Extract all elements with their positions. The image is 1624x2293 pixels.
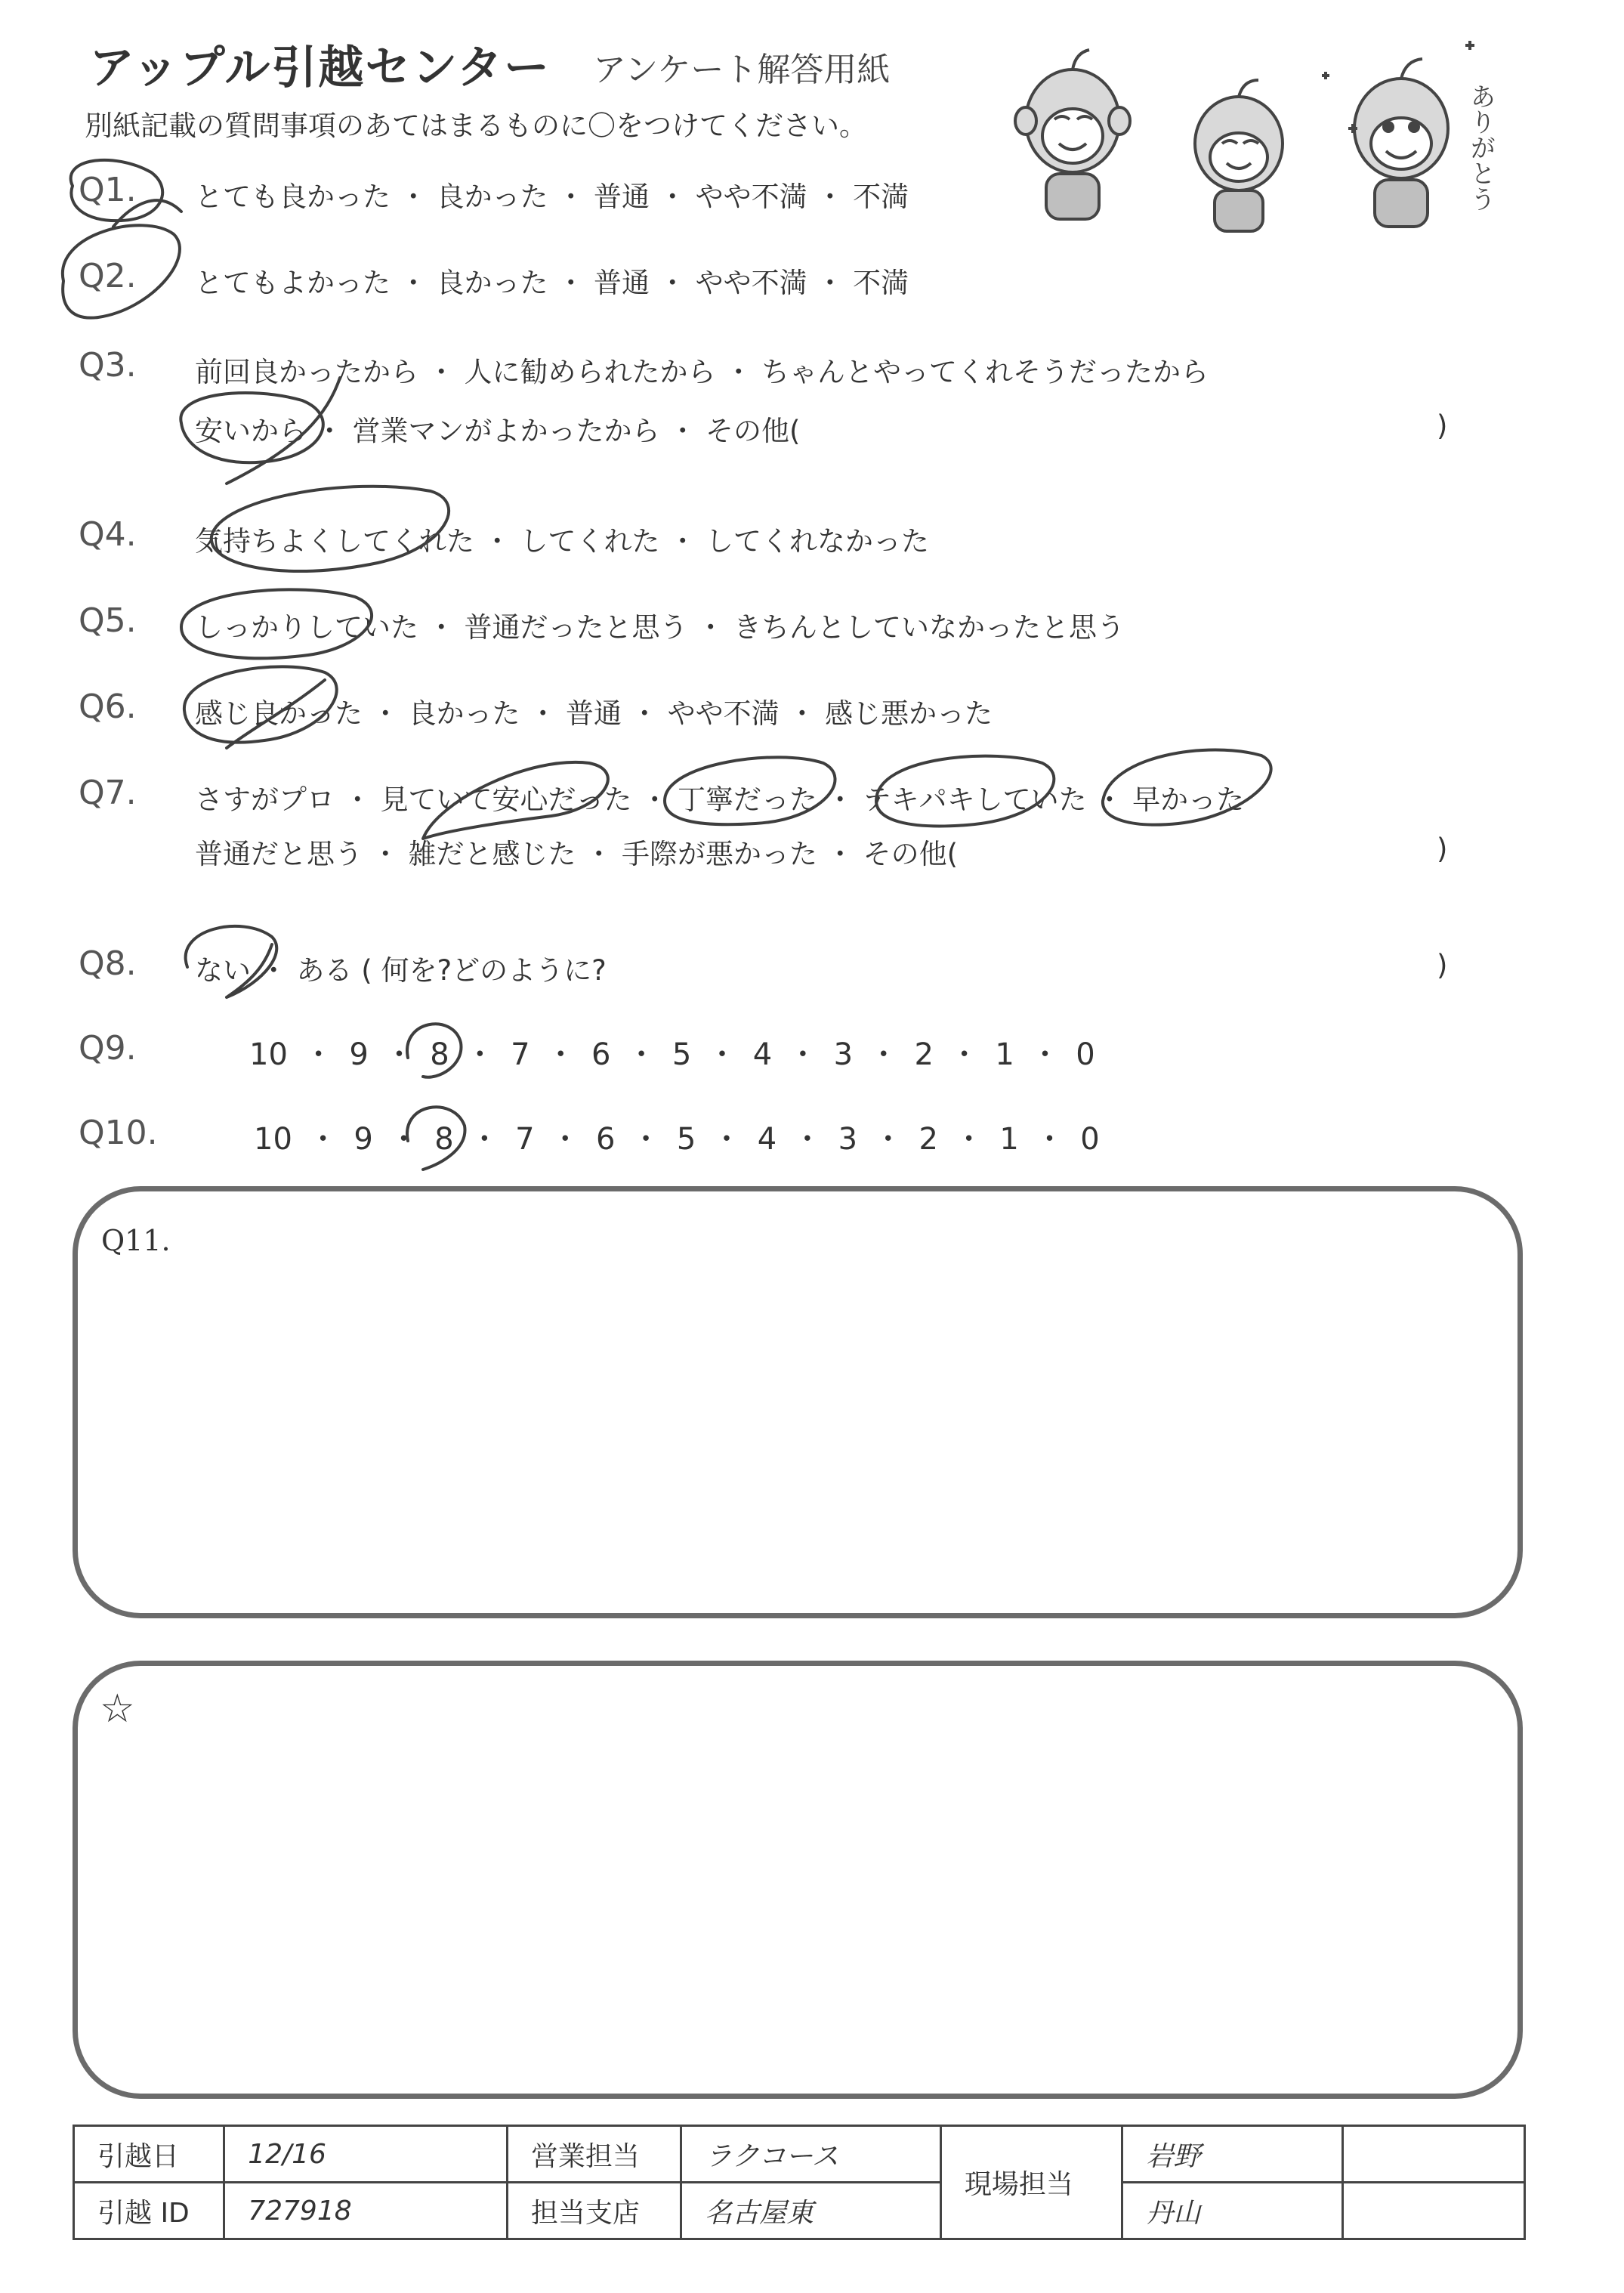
q8-close-paren: ) [1437, 949, 1448, 981]
branch-value[interactable]: 名古屋東 [681, 2183, 941, 2239]
moving-date-label: 引越日 [74, 2126, 224, 2183]
site-staff-value-2[interactable]: 丹山 [1122, 2183, 1343, 2239]
q3-close-paren: ) [1437, 409, 1448, 442]
q1-options[interactable]: とても良かった ・ 良かった ・ 普通 ・ やや不満 ・ 不満 [195, 181, 909, 213]
q8-answer-circle [186, 926, 277, 997]
q7-answer-circle-4 [1103, 750, 1271, 825]
q7-options-line2[interactable]: 普通だと思う ・ 雑だと感じた ・ 手際が悪かった ・ その他( [195, 838, 959, 870]
q10-answer-circle [407, 1107, 465, 1170]
moving-id-label: 引越 ID [74, 2183, 224, 2239]
q6-options[interactable]: 感じ良かった ・ 良かった ・ 普通 ・ やや不満 ・ 感じ悪かった [195, 697, 993, 730]
star-label: ☆ [100, 1686, 135, 1732]
sales-staff-label: 営業担当 [507, 2126, 681, 2183]
q3-options-line1[interactable]: 前回良かったから ・ 人に勧められたから ・ ちゃんとやってくれそうだったから [195, 356, 1209, 388]
q4-label: Q4. [79, 515, 137, 554]
q2-label: Q2. [79, 257, 137, 295]
q6-answer-circle [184, 666, 337, 748]
site-staff-label: 現場担当 [940, 2126, 1122, 2239]
q7-answer-circle-1 [423, 762, 608, 839]
q2-options[interactable]: とてもよかった ・ 良かった ・ 普通 ・ やや不満 ・ 不満 [195, 267, 909, 299]
form-title: アップル引越センター [89, 42, 551, 94]
q7-label: Q7. [79, 774, 137, 812]
branch-label: 担当支店 [507, 2183, 681, 2239]
q7-answer-circle-3 [876, 756, 1054, 827]
q1-label: Q1. [79, 171, 137, 209]
q7-answer-circle-2 [665, 757, 835, 824]
q4-options[interactable]: 気持ちよくしてくれた ・ してくれた ・ してくれなかった [195, 525, 930, 558]
sales-staff-value[interactable]: ラクコース [681, 2126, 941, 2183]
q5-answer-circle [181, 589, 372, 658]
q4-answer-circle [211, 487, 449, 571]
q11-label: Q11. [101, 1224, 171, 1257]
q9-label: Q9. [79, 1029, 137, 1068]
q1-answer-circle [71, 160, 181, 227]
site-staff-extra-2[interactable] [1343, 2183, 1525, 2239]
q9-answer-circle [407, 1024, 461, 1077]
q8-label: Q8. [79, 944, 137, 983]
star-comment-box[interactable] [73, 1661, 1523, 2099]
q9-score-scale[interactable]: 10 ・ 9 ・ 8 ・ 7 ・ 6 ・ 5 ・ 4 ・ 3 ・ 2 ・ 1 ・ 0 [249, 1037, 1095, 1072]
q6-label: Q6. [79, 688, 137, 726]
q7-close-paren: ) [1437, 833, 1448, 865]
moving-id-value[interactable]: 727918 [224, 2183, 508, 2239]
q10-score-scale[interactable]: 10 ・ 9 ・ 8 ・ 7 ・ 6 ・ 5 ・ 4 ・ 3 ・ 2 ・ 1 ・ 0 [254, 1122, 1100, 1157]
q8-options[interactable]: ない ・ ある ( 何を?どのように? [195, 954, 607, 987]
site-staff-value-1[interactable]: 岩野 [1122, 2126, 1343, 2183]
mascot-caption: ありがとう [1465, 83, 1496, 212]
moving-date-value[interactable]: 12/16 [224, 2126, 508, 2183]
q7-options-line1[interactable]: さすがプロ ・ 見ていて安心だった ・ 丁寧だった ・ テキパキしていた ・ 早かった [195, 783, 1245, 816]
q3-answer-circle [181, 378, 340, 484]
q3-options-line2[interactable]: 安いから ・ 営業マンがよかったから ・ その他( [195, 415, 801, 447]
q5-label: Q5. [79, 601, 137, 640]
staff-info-table [73, 2125, 1526, 2240]
q5-options[interactable]: しっかりしていた ・ 普通だったと思う ・ きちんとしていなかったと思う [195, 611, 1125, 644]
q2-answer-circle [63, 225, 180, 317]
instruction-text: 別紙記載の質問事項のあてはまるものに〇をつけてください。 [85, 110, 867, 142]
q11-comment-box[interactable] [73, 1186, 1523, 1618]
site-staff-extra-1[interactable] [1343, 2126, 1525, 2183]
q3-label: Q3. [79, 346, 137, 385]
form-subtitle: アンケート解答用紙 [593, 51, 891, 89]
q10-label: Q10. [79, 1114, 158, 1152]
